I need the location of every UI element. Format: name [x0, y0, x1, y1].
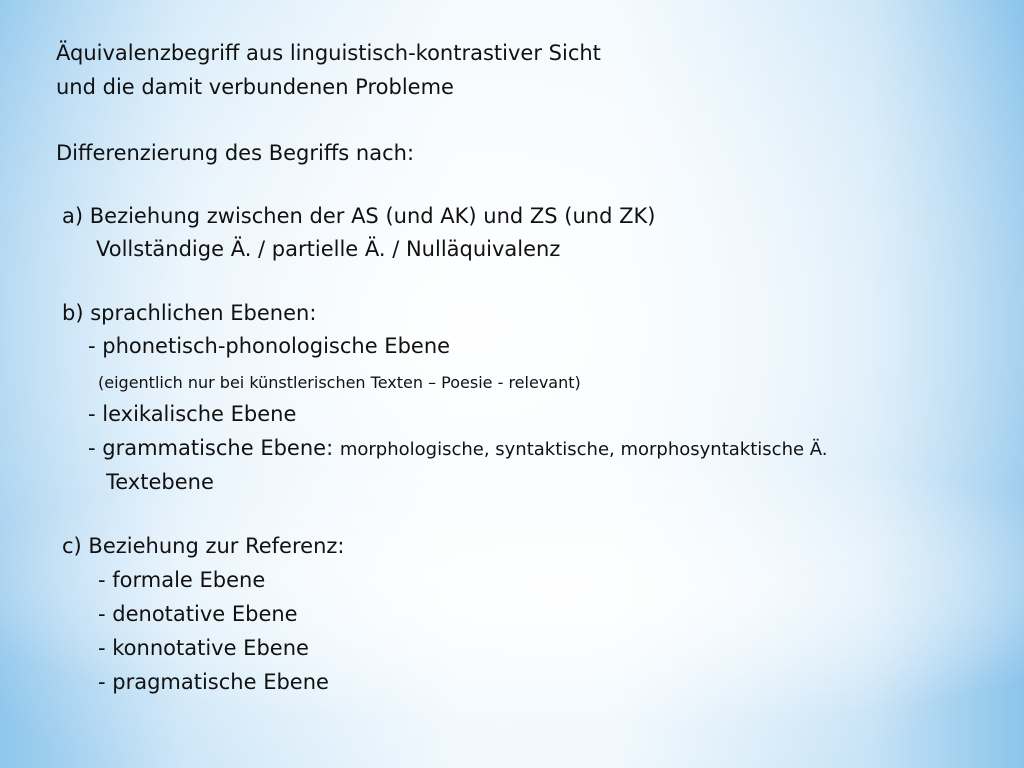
section-b-item-phonetic: - phonetisch-phonologische Ebene — [88, 334, 451, 358]
section-c-item-pragmatic: - pragmatische Ebene — [98, 670, 329, 694]
section-a-heading: a) Beziehung zwischen der AS (und AK) und ZS (und ZK) — [62, 204, 656, 228]
section-c-item-connotative: - konnotative Ebene — [98, 636, 309, 660]
section-c-heading: c) Beziehung zur Referenz: — [62, 534, 345, 558]
section-b-item-grammatical — [88, 435, 828, 463]
section-c-item-formal: - formale Ebene — [98, 568, 266, 592]
section-b-item-grammatical-label: - grammatische Ebene: — [88, 436, 334, 460]
section-b-item-grammatical-detail: morphologische, syntaktische, morphosyntaktische Ä. — [339, 439, 828, 460]
intro-text: Differenzierung des Begriffs nach: — [56, 141, 415, 165]
section-c-item-denotative: - denotative Ebene — [98, 602, 298, 626]
section-b-item-text: Textebene — [106, 470, 214, 494]
section-b-item-lexical: - lexikalische Ebene — [88, 402, 297, 426]
title-line-2: und die damit verbundenen Probleme — [56, 75, 454, 99]
section-a-detail: Vollständige Ä. / partielle Ä. / Nulläquivalenz — [96, 237, 561, 261]
title-line-1: Äquivalenzbegriff aus linguistisch-kontrastiver Sicht — [56, 41, 601, 65]
section-b-item-phonetic-note: (eigentlich nur bei künstlerischen Texten – Poesie - relevant) — [98, 373, 581, 392]
section-b-heading: b) sprachlichen Ebenen: — [62, 301, 317, 325]
